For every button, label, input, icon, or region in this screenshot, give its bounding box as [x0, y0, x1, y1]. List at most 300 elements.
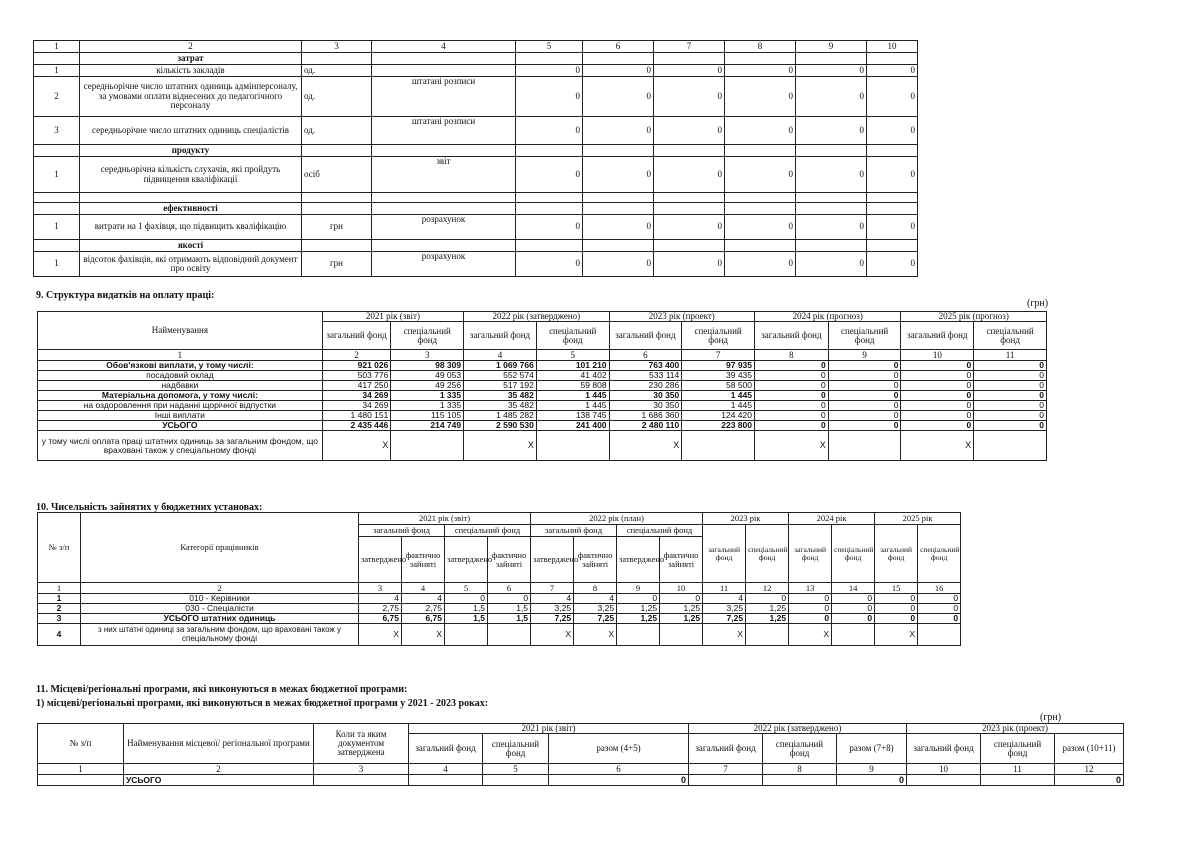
cell-value: 0 [828, 401, 901, 411]
employees-table [37, 512, 961, 646]
table-row [38, 371, 1047, 381]
cell-value: 0 [725, 252, 796, 277]
cell-value: 0 [654, 252, 725, 277]
year-header: 2021 рік (звіт) [322, 312, 463, 322]
cell-value: 0 [755, 401, 829, 411]
col-num: 6 [549, 764, 689, 775]
col-num: 10 [660, 583, 703, 594]
row-name: посадовий оклад [38, 371, 323, 381]
total-value: 0 [549, 775, 689, 786]
col-num: 15 [875, 583, 918, 594]
cell-value: 30 350 [609, 401, 682, 411]
row-name: витрати на 1 фахівця, що підвищить кваліфікацію [80, 215, 302, 240]
col-num: 2 [322, 350, 391, 361]
row-name: УСЬОГО штатних одиниць [81, 614, 359, 624]
cell-value: 0 [796, 157, 867, 193]
col-num: 11 [703, 583, 746, 594]
cell-value: 0 [867, 77, 918, 117]
cell-value: 0 [654, 65, 725, 77]
fund-special-header: спеціальний фонд [445, 525, 531, 537]
cell-value: 41 402 [536, 371, 609, 381]
row-source: розрахунок [372, 215, 516, 240]
fund-special-header: спеціальний фонд [832, 525, 875, 583]
cell-value: 0 [796, 65, 867, 77]
row-source [372, 65, 516, 77]
approved-header: затверджено [445, 537, 488, 583]
total-row [38, 775, 1124, 786]
cell-value: 0 [755, 411, 829, 421]
cell-value: 7,25 [574, 614, 617, 624]
year-header: 2025 рік (прогноз) [901, 312, 1047, 322]
section-zatrat: затрат [80, 53, 302, 65]
header-num-row [38, 350, 1047, 361]
cell-value: 0 [725, 77, 796, 117]
cell-value: 0 [875, 604, 918, 614]
cell-value: 0 [867, 157, 918, 193]
x-mark: X [789, 624, 832, 646]
row-unit: од. [302, 117, 372, 145]
cell-value: 763 400 [609, 361, 682, 371]
section11-unit: (грн) [1040, 712, 1062, 723]
section9-unit: (грн) [1027, 298, 1049, 309]
cell-value: 1,5 [488, 614, 531, 624]
cell-value: 0 [867, 117, 918, 145]
cell-value: 230 286 [609, 381, 682, 391]
cell-value: 0 [828, 371, 901, 381]
cell-value: 0 [654, 117, 725, 145]
cell-value: 4 [402, 594, 445, 604]
cell-value: 49 256 [391, 381, 464, 391]
header-num-row [38, 764, 1124, 775]
col-num: 4 [409, 764, 483, 775]
cell-value: 0 [654, 157, 725, 193]
cell-value: 35 482 [464, 401, 537, 411]
fund-special-header: спеціальний фонд [974, 322, 1047, 350]
section11-subtitle: 1) місцеві/регіональні програми, які виконуються в межах бюджетної програми у 2021 - 2023 роках: [36, 698, 489, 709]
col-program-name-header: Найменування місцевої/ регіональної програми [124, 724, 314, 764]
cell-value: 0 [828, 411, 901, 421]
cell-value: 1 335 [391, 401, 464, 411]
col-num: 1 [38, 583, 81, 594]
fund-general-header: загальний фонд [464, 322, 537, 350]
row-name: у тому числі оплата праці штатних одиниць за загальним фондом, що враховані також у спеціальному фонді [38, 431, 323, 461]
x-mark: X [875, 624, 918, 646]
cell-value: 0 [901, 421, 974, 431]
row-unit: грн [302, 215, 372, 240]
indicators-table-block [33, 40, 918, 277]
cell-value: 0 [901, 411, 974, 421]
year-header: 2024 рік (прогноз) [755, 312, 901, 322]
col-num-4: 4 [372, 41, 516, 53]
cell-value: 2,75 [402, 604, 445, 614]
cell-value: 0 [725, 65, 796, 77]
col-num: 13 [789, 583, 832, 594]
col-num: 7 [531, 583, 574, 594]
cell-value: 0 [974, 371, 1047, 381]
x-mark: X [574, 624, 617, 646]
cell-value: 1 686 360 [609, 411, 682, 421]
sum-header: разом (10+11) [1055, 734, 1124, 764]
fund-general-header: загальний фонд [322, 322, 391, 350]
col-num: 8 [763, 764, 837, 775]
row-name: 030 - Спеціалісти [81, 604, 359, 614]
table-row [34, 117, 918, 145]
row-num: 2 [38, 604, 81, 614]
col-num-6: 6 [583, 41, 654, 53]
cell-value: 0 [583, 215, 654, 240]
cell-value: 1,25 [746, 614, 789, 624]
cell-value: 3,25 [531, 604, 574, 614]
cell-value: 0 [725, 215, 796, 240]
cell-value: 3,25 [574, 604, 617, 614]
col-num: 7 [689, 764, 763, 775]
cell-value: 0 [867, 65, 918, 77]
section-row [34, 240, 918, 252]
year-header: 2025 рік [875, 513, 961, 525]
cell-value: 241 400 [536, 421, 609, 431]
fund-general-header: загальний фонд [755, 322, 829, 350]
table-row [38, 381, 1047, 391]
year-header: 2023 рік (проект) [609, 312, 754, 322]
cell-value: 2,75 [359, 604, 402, 614]
row-num: 1 [34, 215, 80, 240]
fund-special-header: спеціальний фонд [536, 322, 609, 350]
table-row [34, 215, 918, 240]
year-header: 2022 рік (план) [531, 513, 703, 525]
cell-value: 1,25 [617, 604, 660, 614]
x-mark: X [901, 431, 974, 461]
year-header: 2024 рік [789, 513, 875, 525]
year-header: 2021 рік (звіт) [359, 513, 531, 525]
x-mark: X [609, 431, 682, 461]
section11-table-block [37, 723, 1124, 786]
cell-value: 0 [901, 401, 974, 411]
col-num: 10 [907, 764, 981, 775]
section-yakosti: якості [80, 240, 302, 252]
fund-special-header: спеціальний фонд [828, 322, 901, 350]
empty-row [34, 193, 918, 203]
cell-value: 0 [867, 252, 918, 277]
col-num-9: 9 [796, 41, 867, 53]
row-name: Інші виплати [38, 411, 323, 421]
cell-value: 0 [488, 594, 531, 604]
cell-value: 0 [974, 401, 1047, 411]
row-source: розрахунок [372, 252, 516, 277]
table-row [38, 594, 961, 604]
row-name: 010 - Керівники [81, 594, 359, 604]
cell-value: 97 935 [682, 361, 755, 371]
col-num-2: 2 [80, 41, 302, 53]
cell-value: 0 [832, 614, 875, 624]
table-row [38, 624, 961, 646]
col-num: 6 [488, 583, 531, 594]
row-name: УСЬОГО [38, 421, 323, 431]
cell-value: 6,75 [359, 614, 402, 624]
row-num: 1 [38, 594, 81, 604]
cell-value: 0 [867, 215, 918, 240]
col-num: 4 [464, 350, 537, 361]
cell-value: 0 [901, 371, 974, 381]
col-num: 6 [609, 350, 682, 361]
fund-special-header: спеціальний фонд [483, 734, 549, 764]
cell-value: 0 [875, 614, 918, 624]
cell-value: 4 [703, 594, 746, 604]
cell-value: 0 [875, 594, 918, 604]
row-name: на оздоровлення при наданні щорічної відпустки [38, 401, 323, 411]
fund-general-header: загальний фонд [359, 525, 445, 537]
fund-general-header: загальний фонд [703, 525, 746, 583]
section10-table-block [37, 512, 961, 646]
cell-value: 2 435 446 [322, 421, 391, 431]
sum-header: разом (4+5) [549, 734, 689, 764]
row-unit: грн [302, 252, 372, 277]
section9-title: 9. Структура видатків на оплату праці: [36, 290, 215, 301]
cell-value: 0 [516, 65, 583, 77]
section-row [34, 53, 918, 65]
cell-value: 1,5 [445, 614, 488, 624]
row-name: відсоток фахівців, які отримають відповідний документ про освіту [80, 252, 302, 277]
name-header: Найменування [38, 312, 323, 350]
cell-value: 1 445 [536, 391, 609, 401]
col-num-7: 7 [654, 41, 725, 53]
cell-value: 1,5 [445, 604, 488, 614]
x-mark: X [322, 431, 391, 461]
row-num: 1 [34, 157, 80, 193]
cell-value: 0 [583, 252, 654, 277]
cell-value: 7,25 [531, 614, 574, 624]
local-programs-table [37, 723, 1124, 786]
cell-value: 0 [974, 391, 1047, 401]
cell-value: 35 482 [464, 391, 537, 401]
col-num: 3 [359, 583, 402, 594]
fund-general-header: загальний фонд [531, 525, 617, 537]
col-num: 5 [536, 350, 609, 361]
row-num: 4 [38, 624, 81, 646]
cell-value: 58 500 [682, 381, 755, 391]
row-source: звіт [372, 157, 516, 193]
table-row [34, 157, 918, 193]
row-source: штатані розписи [372, 117, 516, 145]
year-header: 2023 рік (проект) [907, 724, 1124, 734]
cell-value: 1,25 [660, 604, 703, 614]
cell-value: 0 [516, 157, 583, 193]
col-num: 9 [617, 583, 660, 594]
cell-value: 921 026 [322, 361, 391, 371]
col-num-1: 1 [34, 41, 80, 53]
cell-value: 1,25 [617, 614, 660, 624]
col-num-header: № з/п [38, 724, 124, 764]
cell-value: 0 [901, 361, 974, 371]
cell-value: 0 [755, 391, 829, 401]
section-row [34, 203, 918, 215]
cell-value: 1 485 282 [464, 411, 537, 421]
cell-value: 0 [583, 65, 654, 77]
row-name: з них штатні одиниці за загальним фондом, що враховані також у спеціальному фонді [81, 624, 359, 646]
cell-value: 0 [516, 77, 583, 117]
cell-value: 1,5 [488, 604, 531, 614]
x-mark: X [531, 624, 574, 646]
col-num: 4 [402, 583, 445, 594]
cell-value: 0 [828, 421, 901, 431]
col-num: 8 [574, 583, 617, 594]
fund-special-header: спеціальний фонд [746, 525, 789, 583]
col-num: 5 [483, 764, 549, 775]
fund-general-header: загальний фонд [901, 322, 974, 350]
cell-value: 0 [516, 252, 583, 277]
table-row [38, 431, 1047, 461]
fund-special-header: спеціальний фонд [391, 322, 464, 350]
cell-value: 2 480 110 [609, 421, 682, 431]
cell-value: 138 745 [536, 411, 609, 421]
cell-value: 503 776 [322, 371, 391, 381]
cell-value: 7,25 [703, 614, 746, 624]
col-num-5: 5 [516, 41, 583, 53]
actual-header: фактично зайняті [402, 537, 445, 583]
cell-value: 1 445 [682, 391, 755, 401]
col-num: 11 [981, 764, 1055, 775]
fund-special-header: спеціальний фонд [981, 734, 1055, 764]
row-num: 2 [34, 77, 80, 117]
total-value: 0 [1055, 775, 1124, 786]
cell-value: 0 [789, 614, 832, 624]
cell-value: 115 105 [391, 411, 464, 421]
col-num: 1 [38, 350, 323, 361]
col-num: 9 [837, 764, 907, 775]
section11-title: 11. Місцеві/регіональні програми, які виконуються в межах бюджетної програми: [36, 684, 408, 695]
fund-general-header: загальний фонд [409, 734, 483, 764]
row-name: Обов'язкові виплати, у тому числі: [38, 361, 323, 371]
approved-header: затверджено [617, 537, 660, 583]
x-mark: X [464, 431, 537, 461]
cell-value: 0 [796, 215, 867, 240]
cell-value: 1 335 [391, 391, 464, 401]
year-header: 2022 рік (затверджено) [464, 312, 609, 322]
cell-value: 0 [789, 594, 832, 604]
cell-value: 2 590 530 [464, 421, 537, 431]
cell-value: 30 350 [609, 391, 682, 401]
cell-value: 0 [974, 421, 1047, 431]
cell-value: 0 [828, 391, 901, 401]
row-name: середньорічне число штатних одиниць спеціалістів [80, 117, 302, 145]
year-header: 2022 рік (затверджено) [689, 724, 907, 734]
cell-value: 552 574 [464, 371, 537, 381]
row-source: штатані розписи [372, 77, 516, 117]
total-label: УСЬОГО [124, 775, 314, 786]
cell-value: 0 [974, 361, 1047, 371]
row-name: середньорічна кількість слухачів, які пройдуть підвищення кваліфікації [80, 157, 302, 193]
col-num: 5 [445, 583, 488, 594]
actual-header: фактично зайняті [488, 537, 531, 583]
table-row [34, 77, 918, 117]
cell-value: 4 [574, 594, 617, 604]
x-mark: X [359, 624, 402, 646]
table-row [38, 401, 1047, 411]
row-unit: од. [302, 65, 372, 77]
col-num: 8 [755, 350, 829, 361]
col-num: 3 [391, 350, 464, 361]
cell-value: 0 [654, 215, 725, 240]
row-unit: од. [302, 77, 372, 117]
cell-value: 0 [796, 77, 867, 117]
cell-value: 0 [901, 391, 974, 401]
table-row [34, 252, 918, 277]
cell-value: 1 445 [536, 401, 609, 411]
col-num-8: 8 [725, 41, 796, 53]
row-num: 1 [34, 252, 80, 277]
cell-value: 0 [796, 252, 867, 277]
row-name: середньорічне число штатних одиниць адмінперсоналу, за умовами оплати віднесених до педагогічного персоналу [80, 77, 302, 117]
cell-value: 0 [583, 157, 654, 193]
cell-value: 101 210 [536, 361, 609, 371]
cell-value: 1 069 766 [464, 361, 537, 371]
year-header: 2021 рік (звіт) [409, 724, 689, 734]
cell-value: 1,25 [746, 604, 789, 614]
fund-special-header: спеціальний фонд [918, 525, 961, 583]
row-name: Матеріальна допомога, у тому числі: [38, 391, 323, 401]
col-num: 7 [682, 350, 755, 361]
col-num: 9 [828, 350, 901, 361]
col-num: 2 [124, 764, 314, 775]
actual-header: фактично зайняті [574, 537, 617, 583]
cell-value: 517 192 [464, 381, 537, 391]
col-num-10: 10 [867, 41, 918, 53]
cell-value: 34 269 [322, 401, 391, 411]
approved-header: затверджено [359, 537, 402, 583]
cell-value: 34 269 [322, 391, 391, 401]
row-num: 1 [34, 65, 80, 77]
cell-value: 0 [918, 614, 961, 624]
cell-value: 124 420 [682, 411, 755, 421]
x-mark: X [402, 624, 445, 646]
table-row [38, 614, 961, 624]
col-num: 12 [1055, 764, 1124, 775]
cell-value: 0 [755, 421, 829, 431]
salary-structure-table [37, 311, 1047, 461]
year-header: 2023 рік [703, 513, 789, 525]
cell-value: 4 [531, 594, 574, 604]
cell-value: 0 [583, 117, 654, 145]
table-row [38, 391, 1047, 401]
cell-value: 4 [359, 594, 402, 604]
cell-value: 0 [789, 604, 832, 614]
fund-general-header: загальний фонд [789, 525, 832, 583]
table-row [38, 411, 1047, 421]
row-name: кількість закладів [80, 65, 302, 77]
approved-header: затверджено [531, 537, 574, 583]
cell-value: 0 [755, 361, 829, 371]
cell-value: 59 808 [536, 381, 609, 391]
cell-value: 0 [796, 117, 867, 145]
cell-value: 0 [918, 594, 961, 604]
row-unit: осіб [302, 157, 372, 193]
cell-value: 0 [516, 117, 583, 145]
fund-general-header: загальний фонд [875, 525, 918, 583]
cell-value: 0 [832, 604, 875, 614]
col-num: 16 [918, 583, 961, 594]
cell-value: 0 [828, 381, 901, 391]
section-efektyvnosti: ефективності [80, 203, 302, 215]
total-value: 0 [837, 775, 907, 786]
col-num: 11 [974, 350, 1047, 361]
header-num-row [38, 583, 961, 594]
cell-value: 0 [918, 604, 961, 614]
cell-value: 0 [725, 117, 796, 145]
table-row [38, 604, 961, 614]
table-row [38, 361, 1047, 371]
cell-value: 98 309 [391, 361, 464, 371]
cell-value: 1 480 151 [322, 411, 391, 421]
cell-value: 0 [654, 77, 725, 117]
